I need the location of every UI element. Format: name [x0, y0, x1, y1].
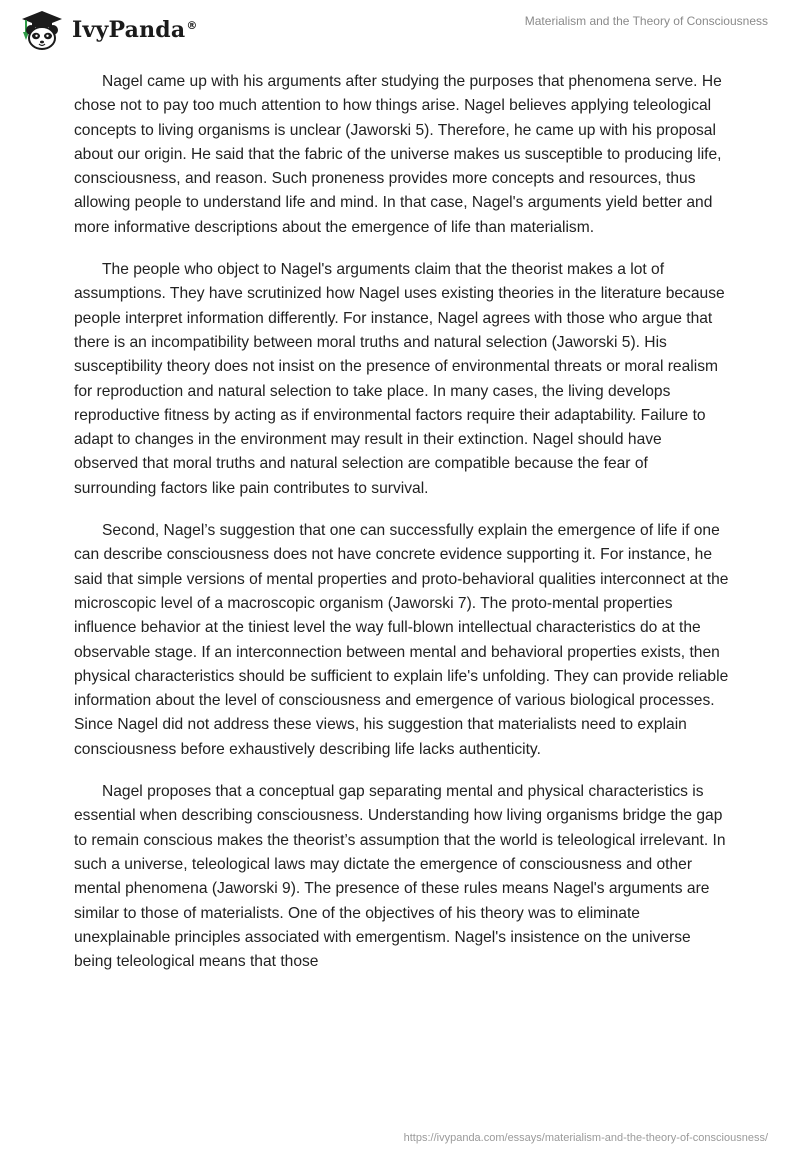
paragraph: Second, Nagel’s suggestion that one can successfully explain the emergence of life if one can describe consciousness does not have concrete evidence supporting it. For instance, he said that simple versions of mental properties and proto-behavioral qualities interconnect at the microscopic level of a macroscopic organism (Jaworski 7). The proto-mental properties influence behavior at the tiniest level the way full-blown intellectual characteristics do at the observable stage. If an interconnection between mental and behavioral properties exists, then physical characteristics should be sufficient to explain life's unfolding. They can provide reliable information about the level of consciousness and emergence of various biological processes. Since Nagel did not address these views, his suggestion that materialists need to explain consciousness before exhaustively describing life lacks authenticity.	[74, 522, 729, 758]
essay-body	[74, 70, 730, 992]
page-header	[0, 0, 800, 60]
paragraph: Nagel came up with his arguments after studying the purposes that phenomena serve. He chose not to pay too much attention to how things arise. Nagel believes applying teleological concepts to living organisms is unclear (Jaworski 5). Therefore, he came up with his proposal about our origin. He said that the fabric of the universe makes us susceptible to producing life, consciousness, and reason. Such proneness provides more concepts and resources, thus allowing people to understand life and mind. In that case, Nagel's arguments yield better and more informative descriptions about the emergence of life than materialism.	[74, 73, 722, 236]
paragraph: The people who object to Nagel's arguments claim that the theorist makes a lot of assumptions. They have scrutinized how Nagel uses existing theories in the literature because people interpret information differently. For instance, Nagel agrees with those who argue that there is an incompatibility between moral truths and natural selection (Jaworski 5). His susceptibility theory does not insist on the presence of environmental threats or moral realism for reproduction and natural selection to take place. In many cases, the living develops reproductive fitness by acting as if environmental factors require their adaptability. Failure to adapt to changes in the environment may result in their extinction. Nagel should have observed that moral truths and natural selection are compatible because the fear of surrounding factors like pain contributes to survival.	[74, 261, 725, 497]
document-title: Materialism and the Theory of Consciousness	[524, 14, 768, 28]
registered-mark: ®	[186, 18, 198, 32]
ivypanda-logo[interactable]	[14, 8, 198, 52]
panda-graduate-icon	[14, 8, 66, 52]
paragraph: Nagel proposes that a conceptual gap separating mental and physical characteristics is essential when describing consciousness. Understanding how living organisms bridge the gap to remain conscious makes the theorist’s assumption that the world is teleological irrelevant. In such a universe, teleological laws may dictate the emergence of consciousness and other mental phenomena (Jaworski 9). The presence of these rules means Nagel's arguments are similar to those of materialists. One of the objectives of his theory was to eliminate unexplainable principles associated with emergentism. Nagel's insistence on the universe being teleological means that those	[74, 783, 726, 971]
source-url[interactable]: https://ivypanda.com/essays/materialism-and-the-theory-of-consciousness/	[403, 1132, 768, 1144]
logo-wordmark: IvyPanda®	[72, 17, 198, 43]
